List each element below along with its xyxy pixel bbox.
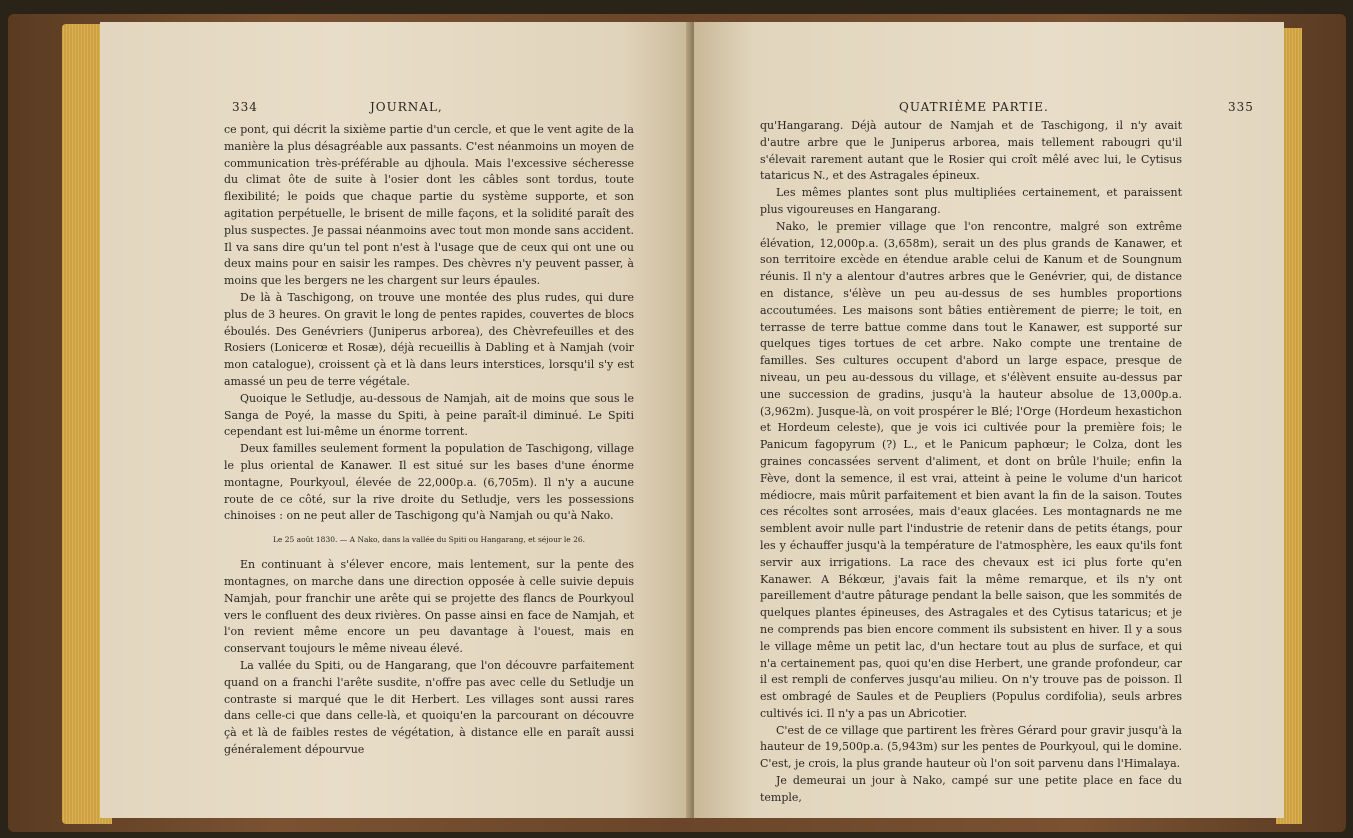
right-paragraph: Les mêmes plantes sont plus multipliées certainement, et paraissent plus vigoureuses en Hangarang. xyxy=(760,186,1182,216)
left-paragraph: Deux familles seulement forment la population de Taschigong, village le plus oriental de Kanawer. Il est situé sur les bases d'une énorme montagne, Pourkyoul, élevée de 22,000p.a. (6,705m). Il n'y a aucune route de ce côté, sur la rive droite du Setludje, vers les possessions chinoises : on ne peut aller de Taschigong qu'à Namjah ou qu'à Nako. xyxy=(224,442,634,523)
date-note: Le 25 août 1830. — A Nako, dans la vallée du Spiti ou Hangarang, et séjour le 26. xyxy=(272,535,586,545)
right-paragraph: Je demeurai un jour à Nako, campé sur une petite place en face du temple, xyxy=(760,774,1182,804)
left-page-number: 334 xyxy=(232,100,258,114)
right-paragraph: C'est de ce village que partirent les frères Gérard pour gravir jusqu'à la hauteur de 19,500p.a. (5,943m) sur les pentes de Pourkyoul, qui le domine. C'est, je crois, la plus grande hauteur où l'on soit parvenu dans l'Himalaya. xyxy=(760,723,1182,771)
right-paragraph: Nako, le premier village que l'on rencontre, malgré son extrême élévation, 12,000p.a. (3,658m), serait un des plus grands de Kanawer, et son territoire excède en étendue arable celui de Kanum et de Soungnum réunis. Il n'y a alentour d'autres arbres que le Genévrier, qui, de distance en distance, s'élève un peu au-dessus de ses humbles proportions accoutumées. Les maisons sont bâties entièrement de pierre; le toit, en terrasse de terre battue comme dans tout le Kanawer, est supporté sur quelques tiges tortues de cet arbre. Nako compte une trentaine de familles. Ses cultures occupent d'abord un large espace, presque de niveau, un peu au-dessous du village, et s'élèvent ensuite au-dessus par une succession de gradins, jusqu'à la hauteur absolue de 13,000p.a. (3,962m). Jusque-là, on voit prospérer le Blé; l'Orge (Hordeum hexastichon et Hordeum celeste), que je vois ici cultivée pour la première fois; le Panicum fagopyrum (?) L., et le Panicum paphœur; le Colza, dont les graines concassées servent d'aliment, et dont on brûle l'huile; enfin la Fève, dont la semence, il est vrai, atteint à peine le volume d'un haricot médiocre, mais mûrit parfaitement et bien avant la fin de la saison. Toutes ces récoltes sont arrosées, mais d'eaux glacées. Les montagnards ne me semblent avoir nulle part l'industrie de retenir dans de petits étangs, pour les y échauffer jusqu'à la température de l'atmosphère, les eaux qu'ils font servir aux irrigations. La race des chevaux est ici plus forte qu'en Kanawer. A Békœur, j'avais fait la même remarque, et ils n'y ont pareillement d'autre pâturage pendant la belle saison, que les sommités de quelques plantes épineuses, des Astragales et des Cytisus tataricus; et je ne comprends pas bien encore comment ils subsistent en hiver. Il y a sous le village même un petit lac, d'un hectare tout au plus de surface, et qui n'a certainement pas, quoi qu'en dise Herbert, une grande profondeur, car il est rempli de conferves jusqu'au milieu. On n'y trouve pas de poisson. Il est ombragé de Saules et de Peupliers (Populus cordifolia), seuls arbres cultivés ici. Il n'y a pas un Abricotier. xyxy=(760,219,1182,720)
left-page-body xyxy=(224,122,634,759)
right-running-head: QUATRIÈME PARTIE. xyxy=(899,100,1049,114)
left-paragraph: Quoique le Setludje, au-dessous de Namjah, ait de moins que sous le Sanga de Poyé, la masse du Spiti, à peine paraît-il diminué. Le Spiti cependant est lui-même un énorme torrent. xyxy=(224,391,634,439)
left-paragraph: ce pont, qui décrit la sixième partie d'un cercle, et que le vent agite de la manière la plus désagréable aux passants. C'est néanmoins un moyen de communication très-préférable au djhoula. Mais l'excessive sécheresse du climat ôte de suite à l'osier dont les câbles sont tordus, toute flexibilité; le poids que chaque partie du système supporte, et son agitation perpétuelle, le brisent de mille façons, et la solidité paraît des plus suspectes. Je passai néanmoins avec tout mon monde sans accident. Il va sans dire qu'un tel pont n'est à l'usage que de ceux qui ont une ou deux mains pour en saisir les rampes. Des chèvres n'y peuvent passer, à moins que les bergers ne les chargent sur leurs épaules. xyxy=(224,123,634,288)
right-paragraph: qu'Hangarang. Déjà autour de Namjah et de Taschigong, il n'y avait d'autre arbre que le Juniperus arborea, mais tellement rabougri qu'il s'élevait rarement autant que le Rosier qui croît mêlé avec lui, le Cytisus tataricus N., et des Astragales épineux. xyxy=(760,119,1182,183)
right-page-body xyxy=(760,118,1182,807)
right-page xyxy=(694,22,1284,818)
left-paragraph: La vallée du Spiti, ou de Hangarang, que l'on découvre parfaitement quand on a franchi l'arête susdite, n'offre pas avec celle du Setludje un contraste si marqué que le dit Herbert. Les villages sont aussi rares dans celle-ci que dans celle-là, et quoiqu'en la parcourant on découvre çà et là de faibles restes de végétation, à distance elle en paraît aussi généralement dépourvue xyxy=(224,658,634,756)
right-page-number: 335 xyxy=(1228,100,1254,114)
left-paragraph: En continuant à s'élever encore, mais lentement, sur la pente des montagnes, on marche dans une direction opposée à celle suivie depuis Namjah, pour franchir une arête qui se projette des flancs de Pourkyoul vers le confluent des deux rivières. On passe ainsi en face de Namjah, et l'on revient même encore un peu davantage à l'ouest, mais en conservant toujours le même niveau élevé. xyxy=(224,558,634,656)
left-running-head: JOURNAL, xyxy=(370,100,443,114)
left-page xyxy=(100,22,692,818)
left-paragraph: De là à Taschigong, on trouve une montée des plus rudes, qui dure plus de 3 heures. On gravit le long de pentes rapides, couvertes de blocs éboulés. Des Genévriers (Juniperus arborea), des Chèvrefeuilles et des Rosiers (Lonicerœ et Rosæ), déjà recueillis à Dabling et à Namjah (voir mon catalogue), croissent çà et là dans leurs interstices, lorsqu'il s'y est amassé un peu de terre végétale. xyxy=(224,290,634,388)
